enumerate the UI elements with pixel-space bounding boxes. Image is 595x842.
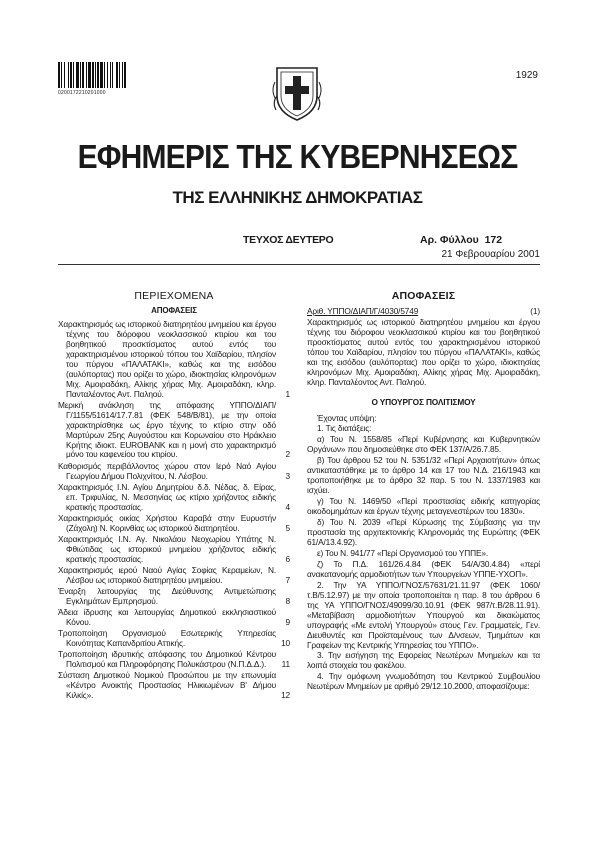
contents-entry (58, 535, 290, 565)
decision-paragraph: β) Του άρθρου 52 του Ν. 5351/32 «Περί Αρχαιοτήτων» όπως αντικαταστάθηκε με το άρθρο 14 και 17 του Ν.Δ. 216/1943 και τροποποιήθηκε με το άρθρο 32 παρ. 5 του Ν. 1337/1983 και ισχύει. (307, 455, 540, 496)
contents-entry-page: 6 (285, 553, 290, 564)
contents-subtitle: ΑΠΟΦΑΣΕΙΣ (151, 305, 197, 315)
decision-paragraph: Έχοντας υπόψη: (317, 412, 377, 423)
contents-entry (58, 566, 290, 586)
contents-entry-text: Χαρακτηρισμός Ι.Ν. Αγ. Νικολάου Νεοχωρίου Υπάτης Ν. Φθιώτιδας ως ιστορικού μνημείου χρήζοντος ειδικής κρατικής προστασίας. (58, 533, 276, 564)
contents-entry-text: Μερική ανάκληση της απόφασης ΥΠΠΟ/ΔΙΑΠ/Γ/1155/51614/17.7.81 (ΦΕΚ 548/Β/81), με την οποία χαρακτηρίσθηκε ως έργο τέχνης το κτίριο στην οδό Μαρτύρων 25ης Αυγούστου και Κορωναίου στο Ηράκλειο Κρήτης ιδιοκτ. EUROBANK και η μονή στο χαρακτηρισμό μόνο του καφενείου του κτιρίου. (58, 399, 276, 460)
contents-entry-page: 4 (285, 501, 290, 512)
contents-entry (58, 671, 290, 701)
page-number: 1929 (515, 70, 538, 81)
contents-entry (58, 483, 290, 513)
contents-entry (58, 650, 290, 670)
decisions-title: ΑΠΟΦΑΣΕΙΣ (391, 290, 456, 302)
decisions-column (307, 292, 540, 693)
contents-entry-text: Χαρακτηρισμός ιερού Ναού Αγίας Σοφίας Κεραμείων, Ν. Λέσβου ως ιστορικού διατηρητέου μνημείου. (58, 564, 276, 585)
header-divider (58, 264, 540, 265)
contents-entry-text: Άδεια ίδρυσης και λειτουργίας Δημοτικού εκκλησιαστικού Κόνου. (58, 607, 276, 628)
barcode (58, 62, 154, 90)
issue-label: ΤΕΥΧΟΣ ΔΕΥΤΕΡΟ (243, 234, 334, 246)
sheet-label: Αρ. Φύλλου (420, 234, 479, 246)
contents-entry-page: 8 (285, 595, 290, 606)
decision-summary: Χαρακτηρισμός ως ιστορικού διατηρητέου μνημείου και έργου τέχνης του διόροφου νεοκλασσικού κτιρίου και του βοηθητικού προσκτίσματος αυτού εντός του χαρακτηρισμένου ιστορικού τόπου του Χαϊδαρίου, πλησίον του πύργου «ΠΑΛΑΤΑΚΙ», καθώς και της εισόδου (αυλόπορτας) που ορίζει το χώρο, ιδιοκτησίας κληρονόμων Μιχ. Αμοιραδάκη, Αλίκης χήρας Μιχ. Αμοιραδάκη, κληρ. Πανταλέοντος Αντ. Παληού. (307, 316, 540, 387)
contents-entry (58, 401, 290, 461)
contents-entry-text: Χαρακτηρισμός οικίας Χρήστου Καραβά στην Ευρυστήν (Ζάχολη) Ν. Κορινθίας ως ιστορικού διατηρητέου. (58, 512, 276, 533)
coat-of-arms-icon (272, 62, 322, 124)
contents-list (58, 320, 290, 701)
decision-paragraph: α) Του Ν. 1558/85 «Περί Κυβέρνησης και Κυβερνητικών Οργάνων» που δημοσιεύθηκε στο ΦΕΚ 137/Α/26.7.85. (307, 434, 540, 455)
decision-paragraph: 4. Την ομόφωνη γνωμοδότηση του Κεντρικού Συμβουλίου Νεωτέρων Μνημείων με αριθμό 29/12.10.2000, αποφασίζουμε: (307, 671, 540, 692)
decision-reference: Αριθ. ΥΠΠΟ/ΔΙΑΠ/Γ/4030/5749 (307, 305, 419, 316)
sheet-number: 172 (484, 234, 503, 246)
contents-entry (58, 462, 290, 482)
contents-entry-text: Έναρξη λειτουργίας της Διεύθυνσης Αντιμετώπισης Εγκλημάτων Εμπρησμού. (58, 586, 276, 606)
contents-entry-page: 5 (285, 522, 290, 533)
decision-paragraph: δ) Του Ν. 2039 «Περί Κύρωσης της Σύμβασης για την προστασία της αρχιτεκτονικής Κληρονομιάς της Ευρώπης (ΦΕΚ 61/Α/13.4.92). (307, 517, 540, 547)
contents-column (58, 292, 290, 702)
contents-entry-text: Τροποποίηση ιδρυτικής απόφασης του Δημοτικού Κέντρου Πολιτισμού και Πληροφόρησης Πολυκάστρου (Ν.Π.Δ.Δ.). (58, 649, 276, 670)
contents-entry-page: 9 (285, 617, 290, 628)
contents-entry-page: 11 (281, 659, 290, 670)
issue-date: 21 Φεβρουαρίου 2001 (441, 249, 540, 260)
contents-entry-text: Χαρακτηρισμός Ι.Ν. Αγίου Δημητρίου δ.δ. Νέδας, δ. Είρας, επ. Τριφυλίας, Ν. Μεσσηνίας ως κτίριο χρήζοντος ειδικής κρατικής προστασίας. (58, 481, 276, 512)
contents-entry-page: 3 (285, 470, 290, 481)
decision-paragraph: 2. Την ΥΑ ΥΠΠΟ/ΓΝΟΣ/57631/21.11.97 (ΦΕΚ 1060/τ.Β/5.12.97) με την οποία τροποποιείται η παρ. 8 του άρθρου 6 της ΥΑ ΥΠΠΟ/ΓΝΟΣ/49099/30.10.91 (ΦΕΚ 987/τ.Β/28.11.91). «Μεταβίβαση αρμοδιοτήτων Υπουργού και δικαιώματος υπογραφής «Με εντολή Υπουργού» στους Γεν. Γραμματείς, Γεν. Διευθυντές και Προϊσταμένους των Δ/νσεων, Τμημάτων και Γραφείων της Κεντρικής Υπηρεσίας του ΥΠΠΟ». (307, 579, 540, 650)
contents-entry (58, 629, 290, 649)
contents-entry-text: Χαρακτηρισμός ως ιστορικού διατηρητέου μνημείου και έργου τέχνης του διόροφου νεοκλασσικού κτιρίου και του βοηθητικού προσκτίσματος αυτού εντός του χαρακτηρισμένου ιστορικού τόπου του Χαϊδαρίου, πλησίον του πύργου «ΠΑΛΑΤΑΚΙ», καθώς και της εισόδου (αυλόπορτας) που ορίζει το χώρο, ιδιοκτησίας κληρονόμων Μιχ. Αμοιραδάκη, Αλίκης χήρας Μιχ. Αμοιραδάκη, κληρ. Πανταλέοντος Αντ. Παληού. (58, 318, 276, 399)
contents-entry-page: 1 (285, 388, 290, 399)
contents-entry-page: 7 (285, 574, 290, 585)
barcode-number: 0200172210201000 (58, 90, 106, 96)
contents-entry-text: Καθορισμός περιβάλλοντος χώρου στον Ιερό Ναό Αγίου Γεωργίου Δήμου Πολιχνίτου, Ν. Λέσβου. (58, 460, 276, 481)
decision-paragraph: 1. Τις διατάξεις: (317, 423, 372, 434)
contents-entry (58, 608, 290, 628)
contents-entry (58, 514, 290, 534)
gazette-title: ΕΦΗΜΕΡΙΣ ΤΗΣ ΚΥΒΕΡΝΗΣΕΩΣ (77, 139, 518, 176)
decision-number: (1) (530, 305, 540, 316)
contents-entry-page: 12 (281, 690, 290, 701)
minister-heading: Ο ΥΠΟΥΡΓΟΣ ΠΟΛΙΤΙΣΜΟΥ (371, 396, 476, 407)
contents-entry (58, 587, 290, 607)
decision-reference-row (307, 307, 540, 317)
sheet-number-row (420, 234, 502, 246)
contents-title: ΠΕΡΙΕΧΟΜΕΝΑ (134, 290, 214, 302)
contents-entry-page: 2 (285, 449, 290, 460)
decision-body (307, 414, 540, 693)
decision-paragraph: γ) Του Ν. 1469/50 «Περί προστασίας ειδικής κατηγορίας οικοδομημάτων και έργων τέχνης μεταγενεστέρων του 1830». (307, 496, 540, 517)
contents-entry-text: Τροποποίηση Οργανισμού Εσωτερικής Υπηρεσίας Κοινότητας Καπανδριτίου Αττικής. (58, 628, 276, 649)
decision-paragraph: ε) Του Ν. 941/77 «Περί Οργανισμού του ΥΠΠΕ». (317, 547, 488, 558)
gazette-subtitle: ΤΗΣ ΕΛΛΗΝΙΚΗΣ ΔΗΜΟΚΡΑΤΙΑΣ (172, 188, 423, 207)
decision-paragraph: 3. Την εισήγηση της Εφορείας Νεωτέρων Μνημείων και τα λοιπά στοιχεία του φακέλου. (307, 650, 540, 671)
contents-entry-text: Σύσταση Δημοτικού Νομικού Προσώπου με την επωνυμία «Κέντρο Ανοικτής Προστασίας Ηλικιωμένων Β' Δήμου Κιλκίς». (58, 670, 276, 701)
contents-entry (58, 320, 290, 400)
decision-paragraph: ζ) Το Π.Δ. 161/26.4.84 (ΦΕΚ 54/Α/30.4.84) «περί ανακατανομής αρμοδιοτήτων των Υπουργείων ΥΠΠΕ-ΥΧΟΠ». (307, 558, 540, 579)
contents-entry-page: 10 (281, 638, 290, 649)
